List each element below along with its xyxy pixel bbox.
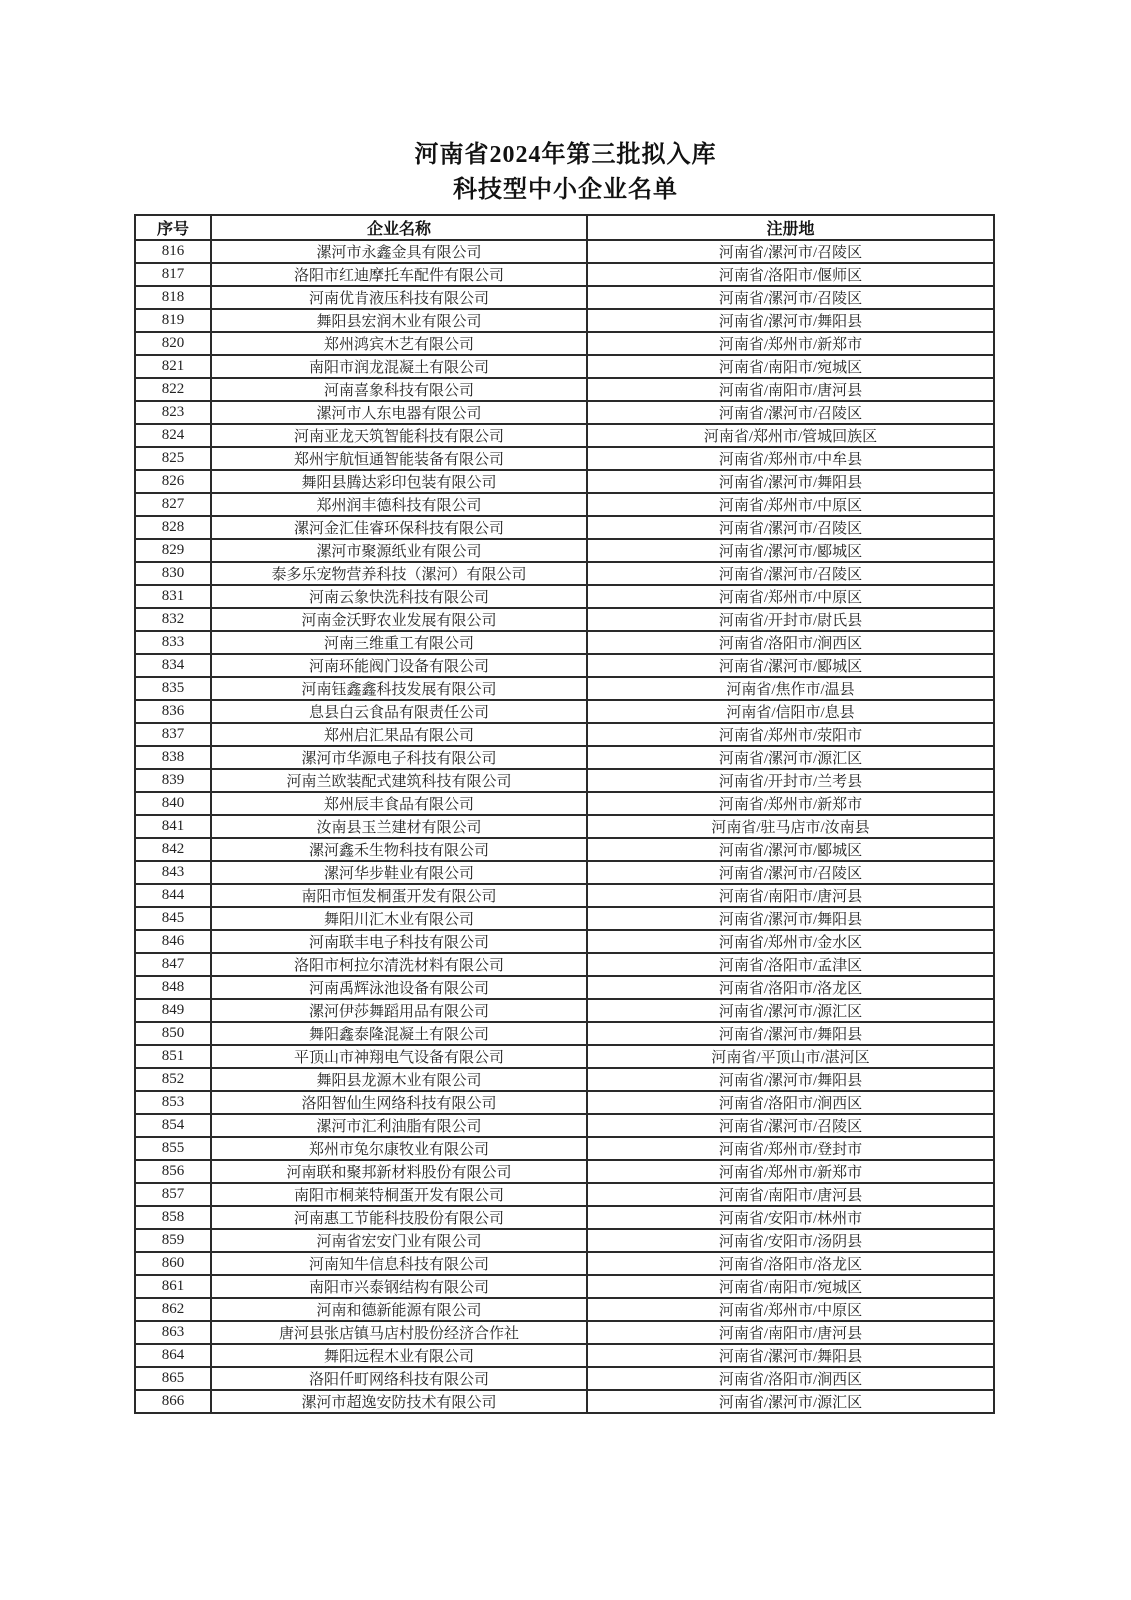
cell-registration-location: 河南省/郑州市/新郑市 — [587, 792, 994, 815]
cell-index: 845 — [135, 907, 211, 930]
cell-registration-location: 河南省/洛阳市/孟津区 — [587, 953, 994, 976]
cell-index: 837 — [135, 723, 211, 746]
cell-registration-location: 河南省/安阳市/林州市 — [587, 1206, 994, 1229]
cell-registration-location: 河南省/南阳市/宛城区 — [587, 1275, 994, 1298]
table-row — [135, 1252, 994, 1275]
cell-index: 819 — [135, 309, 211, 332]
cell-company-name: 河南金沃野农业发展有限公司 — [211, 608, 587, 631]
cell-company-name: 漯河市聚源纸业有限公司 — [211, 539, 587, 562]
cell-company-name: 郑州润丰德科技有限公司 — [211, 493, 587, 516]
table-row — [135, 999, 994, 1022]
cell-index: 858 — [135, 1206, 211, 1229]
cell-company-name: 舞阳远程木业有限公司 — [211, 1344, 587, 1367]
table-row — [135, 769, 994, 792]
cell-index: 836 — [135, 700, 211, 723]
table-row — [135, 838, 994, 861]
cell-registration-location: 河南省/洛阳市/涧西区 — [587, 1091, 994, 1114]
cell-company-name: 郑州市兔尔康牧业有限公司 — [211, 1137, 587, 1160]
cell-index: 842 — [135, 838, 211, 861]
table-row — [135, 677, 994, 700]
title-line-2: 科技型中小企业名单 — [453, 177, 678, 203]
table-row — [135, 1367, 994, 1390]
cell-registration-location: 河南省/郑州市/中原区 — [587, 1298, 994, 1321]
table-row — [135, 355, 994, 378]
cell-registration-location: 河南省/漯河市/舞阳县 — [587, 1344, 994, 1367]
table-row — [135, 1114, 994, 1137]
cell-company-name: 河南环能阀门设备有限公司 — [211, 654, 587, 677]
cell-registration-location: 河南省/郑州市/金水区 — [587, 930, 994, 953]
cell-index: 829 — [135, 539, 211, 562]
cell-company-name: 漯河市人东电器有限公司 — [211, 401, 587, 424]
table-row — [135, 309, 994, 332]
table-row — [135, 746, 994, 769]
table-row — [135, 884, 994, 907]
table-row — [135, 815, 994, 838]
cell-registration-location: 河南省/南阳市/唐河县 — [587, 378, 994, 401]
table-row — [135, 930, 994, 953]
cell-company-name: 河南喜象科技有限公司 — [211, 378, 587, 401]
table-row — [135, 1275, 994, 1298]
cell-company-name: 漯河金汇佳睿环保科技有限公司 — [211, 516, 587, 539]
cell-company-name: 平顶山市神翔电气设备有限公司 — [211, 1045, 587, 1068]
table-row — [135, 286, 994, 309]
cell-company-name: 南阳市恒发桐蛋开发有限公司 — [211, 884, 587, 907]
cell-registration-location: 河南省/安阳市/汤阴县 — [587, 1229, 994, 1252]
cell-index: 833 — [135, 631, 211, 654]
cell-company-name: 息县白云食品有限责任公司 — [211, 700, 587, 723]
cell-registration-location: 河南省/平顶山市/湛河区 — [587, 1045, 994, 1068]
table-row — [135, 953, 994, 976]
cell-index: 822 — [135, 378, 211, 401]
cell-registration-location: 河南省/漯河市/舞阳县 — [587, 1022, 994, 1045]
cell-registration-location: 河南省/洛阳市/洛龙区 — [587, 976, 994, 999]
table-row — [135, 240, 994, 263]
table-row — [135, 1344, 994, 1367]
cell-company-name: 河南亚龙天筑智能科技有限公司 — [211, 424, 587, 447]
table-row — [135, 1022, 994, 1045]
cell-index: 850 — [135, 1022, 211, 1045]
cell-index: 817 — [135, 263, 211, 286]
table-row — [135, 539, 994, 562]
cell-company-name: 漯河华步鞋业有限公司 — [211, 861, 587, 884]
cell-registration-location: 河南省/漯河市/源汇区 — [587, 999, 994, 1022]
cell-registration-location: 河南省/郑州市/新郑市 — [587, 332, 994, 355]
cell-company-name: 河南兰欧装配式建筑科技有限公司 — [211, 769, 587, 792]
cell-index: 839 — [135, 769, 211, 792]
cell-company-name: 河南禹辉泳池设备有限公司 — [211, 976, 587, 999]
title-line-1: 河南省2024年第三批拟入库 — [414, 142, 717, 168]
cell-registration-location: 河南省/漯河市/郾城区 — [587, 654, 994, 677]
table-row — [135, 654, 994, 677]
cell-registration-location: 河南省/郑州市/中牟县 — [587, 447, 994, 470]
table-row — [135, 470, 994, 493]
cell-index: 840 — [135, 792, 211, 815]
cell-index: 846 — [135, 930, 211, 953]
cell-index: 816 — [135, 240, 211, 263]
cell-registration-location: 河南省/洛阳市/涧西区 — [587, 1367, 994, 1390]
cell-company-name: 河南钰鑫鑫科技发展有限公司 — [211, 677, 587, 700]
cell-registration-location: 河南省/开封市/兰考县 — [587, 769, 994, 792]
cell-registration-location: 河南省/南阳市/宛城区 — [587, 355, 994, 378]
cell-index: 834 — [135, 654, 211, 677]
cell-company-name: 河南知牛信息科技有限公司 — [211, 1252, 587, 1275]
table-row — [135, 1137, 994, 1160]
cell-registration-location: 河南省/洛阳市/偃师区 — [587, 263, 994, 286]
table-row — [135, 1206, 994, 1229]
cell-company-name: 舞阳鑫泰隆混凝土有限公司 — [211, 1022, 587, 1045]
cell-index: 860 — [135, 1252, 211, 1275]
cell-company-name: 泰多乐宠物营养科技（漯河）有限公司 — [211, 562, 587, 585]
cell-index: 820 — [135, 332, 211, 355]
cell-company-name: 舞阳川汇木业有限公司 — [211, 907, 587, 930]
cell-company-name: 郑州宇航恒通智能装备有限公司 — [211, 447, 587, 470]
cell-index: 863 — [135, 1321, 211, 1344]
cell-company-name: 汝南县玉兰建材有限公司 — [211, 815, 587, 838]
table-row — [135, 585, 994, 608]
table-row — [135, 608, 994, 631]
cell-index: 844 — [135, 884, 211, 907]
cell-registration-location: 河南省/郑州市/登封市 — [587, 1137, 994, 1160]
cell-index: 826 — [135, 470, 211, 493]
cell-index: 864 — [135, 1344, 211, 1367]
cell-index: 841 — [135, 815, 211, 838]
table-row — [135, 792, 994, 815]
cell-registration-location: 河南省/南阳市/唐河县 — [587, 884, 994, 907]
table-row — [135, 1045, 994, 1068]
cell-company-name: 南阳市桐莱特桐蛋开发有限公司 — [211, 1183, 587, 1206]
cell-registration-location: 河南省/漯河市/舞阳县 — [587, 309, 994, 332]
cell-company-name: 洛阳仟町网络科技有限公司 — [211, 1367, 587, 1390]
cell-index: 857 — [135, 1183, 211, 1206]
cell-registration-location: 河南省/郑州市/新郑市 — [587, 1160, 994, 1183]
cell-index: 853 — [135, 1091, 211, 1114]
table-row — [135, 562, 994, 585]
table-row — [135, 263, 994, 286]
cell-registration-location: 河南省/郑州市/管城回族区 — [587, 424, 994, 447]
cell-registration-location: 河南省/漯河市/舞阳县 — [587, 470, 994, 493]
cell-index: 847 — [135, 953, 211, 976]
cell-company-name: 河南联和聚邦新材料股份有限公司 — [211, 1160, 587, 1183]
table-row — [135, 1160, 994, 1183]
cell-registration-location: 河南省/驻马店市/汝南县 — [587, 815, 994, 838]
cell-registration-location: 河南省/漯河市/郾城区 — [587, 838, 994, 861]
cell-registration-location: 河南省/焦作市/温县 — [587, 677, 994, 700]
cell-company-name: 舞阳县龙源木业有限公司 — [211, 1068, 587, 1091]
cell-registration-location: 河南省/信阳市/息县 — [587, 700, 994, 723]
cell-registration-location: 河南省/郑州市/荥阳市 — [587, 723, 994, 746]
column-header-company-name: 企业名称 — [211, 215, 587, 240]
cell-company-name: 漯河市华源电子科技有限公司 — [211, 746, 587, 769]
table-header-row — [135, 215, 994, 240]
table-row — [135, 907, 994, 930]
cell-index: 855 — [135, 1137, 211, 1160]
cell-company-name: 郑州辰丰食品有限公司 — [211, 792, 587, 815]
cell-registration-location: 河南省/漯河市/召陵区 — [587, 286, 994, 309]
company-table — [134, 214, 995, 1414]
cell-index: 866 — [135, 1390, 211, 1413]
table-row — [135, 1229, 994, 1252]
table-row — [135, 447, 994, 470]
cell-registration-location: 河南省/漯河市/召陵区 — [587, 562, 994, 585]
cell-registration-location: 河南省/南阳市/唐河县 — [587, 1321, 994, 1344]
cell-company-name: 舞阳县腾达彩印包装有限公司 — [211, 470, 587, 493]
column-header-registration-location: 注册地 — [587, 215, 994, 240]
table-row — [135, 723, 994, 746]
cell-registration-location: 河南省/漯河市/源汇区 — [587, 1390, 994, 1413]
cell-company-name: 河南省宏安门业有限公司 — [211, 1229, 587, 1252]
cell-registration-location: 河南省/洛阳市/洛龙区 — [587, 1252, 994, 1275]
cell-registration-location: 河南省/漯河市/召陵区 — [587, 401, 994, 424]
cell-registration-location: 河南省/漯河市/召陵区 — [587, 516, 994, 539]
table-row — [135, 1390, 994, 1413]
table-row — [135, 976, 994, 999]
cell-index: 856 — [135, 1160, 211, 1183]
cell-index: 849 — [135, 999, 211, 1022]
cell-company-name: 漯河鑫禾生物科技有限公司 — [211, 838, 587, 861]
cell-index: 865 — [135, 1367, 211, 1390]
cell-index: 824 — [135, 424, 211, 447]
cell-index: 861 — [135, 1275, 211, 1298]
cell-index: 843 — [135, 861, 211, 884]
cell-registration-location: 河南省/漯河市/舞阳县 — [587, 907, 994, 930]
cell-index: 852 — [135, 1068, 211, 1091]
table-row — [135, 378, 994, 401]
cell-registration-location: 河南省/漯河市/召陵区 — [587, 240, 994, 263]
table-row — [135, 1298, 994, 1321]
cell-registration-location: 河南省/漯河市/郾城区 — [587, 539, 994, 562]
cell-company-name: 河南和德新能源有限公司 — [211, 1298, 587, 1321]
table-row — [135, 631, 994, 654]
cell-index: 848 — [135, 976, 211, 999]
table-row — [135, 1321, 994, 1344]
cell-index: 825 — [135, 447, 211, 470]
cell-company-name: 漯河市汇利油脂有限公司 — [211, 1114, 587, 1137]
table-row — [135, 1183, 994, 1206]
cell-company-name: 洛阳市红迪摩托车配件有限公司 — [211, 263, 587, 286]
cell-index: 832 — [135, 608, 211, 631]
cell-index: 818 — [135, 286, 211, 309]
cell-index: 835 — [135, 677, 211, 700]
cell-index: 854 — [135, 1114, 211, 1137]
table-row — [135, 861, 994, 884]
table-row — [135, 401, 994, 424]
cell-company-name: 南阳市兴泰钢结构有限公司 — [211, 1275, 587, 1298]
cell-registration-location: 河南省/漯河市/源汇区 — [587, 746, 994, 769]
cell-index: 828 — [135, 516, 211, 539]
cell-company-name: 郑州启汇果品有限公司 — [211, 723, 587, 746]
table-row — [135, 332, 994, 355]
cell-company-name: 舞阳县宏润木业有限公司 — [211, 309, 587, 332]
cell-registration-location: 河南省/洛阳市/涧西区 — [587, 631, 994, 654]
cell-company-name: 唐河县张店镇马店村股份经济合作社 — [211, 1321, 587, 1344]
document-title — [0, 0, 1131, 208]
cell-index: 831 — [135, 585, 211, 608]
cell-index: 830 — [135, 562, 211, 585]
cell-company-name: 洛阳市柯拉尔清洗材料有限公司 — [211, 953, 587, 976]
table-row — [135, 1091, 994, 1114]
table-row — [135, 1068, 994, 1091]
cell-index: 851 — [135, 1045, 211, 1068]
cell-company-name: 河南惠工节能科技股份有限公司 — [211, 1206, 587, 1229]
cell-company-name: 南阳市润龙混凝土有限公司 — [211, 355, 587, 378]
cell-company-name: 漯河市永鑫金具有限公司 — [211, 240, 587, 263]
table-row — [135, 424, 994, 447]
cell-registration-location: 河南省/漯河市/舞阳县 — [587, 1068, 994, 1091]
cell-registration-location: 河南省/郑州市/中原区 — [587, 585, 994, 608]
cell-registration-location: 河南省/漯河市/召陵区 — [587, 1114, 994, 1137]
cell-company-name: 洛阳智仙生网络科技有限公司 — [211, 1091, 587, 1114]
cell-index: 862 — [135, 1298, 211, 1321]
cell-registration-location: 河南省/开封市/尉氏县 — [587, 608, 994, 631]
cell-company-name: 河南三维重工有限公司 — [211, 631, 587, 654]
cell-company-name: 河南联丰电子科技有限公司 — [211, 930, 587, 953]
table-row — [135, 516, 994, 539]
cell-registration-location: 河南省/郑州市/中原区 — [587, 493, 994, 516]
cell-index: 821 — [135, 355, 211, 378]
table-row — [135, 700, 994, 723]
cell-index: 859 — [135, 1229, 211, 1252]
column-header-index: 序号 — [135, 215, 211, 240]
cell-index: 838 — [135, 746, 211, 769]
cell-registration-location: 河南省/南阳市/唐河县 — [587, 1183, 994, 1206]
cell-company-name: 河南云象快洗科技有限公司 — [211, 585, 587, 608]
cell-registration-location: 河南省/漯河市/召陵区 — [587, 861, 994, 884]
cell-company-name: 郑州鸿宾木艺有限公司 — [211, 332, 587, 355]
table-body — [135, 240, 994, 1413]
cell-company-name: 漯河伊莎舞蹈用品有限公司 — [211, 999, 587, 1022]
cell-company-name: 河南优肯液压科技有限公司 — [211, 286, 587, 309]
cell-index: 827 — [135, 493, 211, 516]
table-row — [135, 493, 994, 516]
cell-company-name: 漯河市超逸安防技术有限公司 — [211, 1390, 587, 1413]
cell-index: 823 — [135, 401, 211, 424]
